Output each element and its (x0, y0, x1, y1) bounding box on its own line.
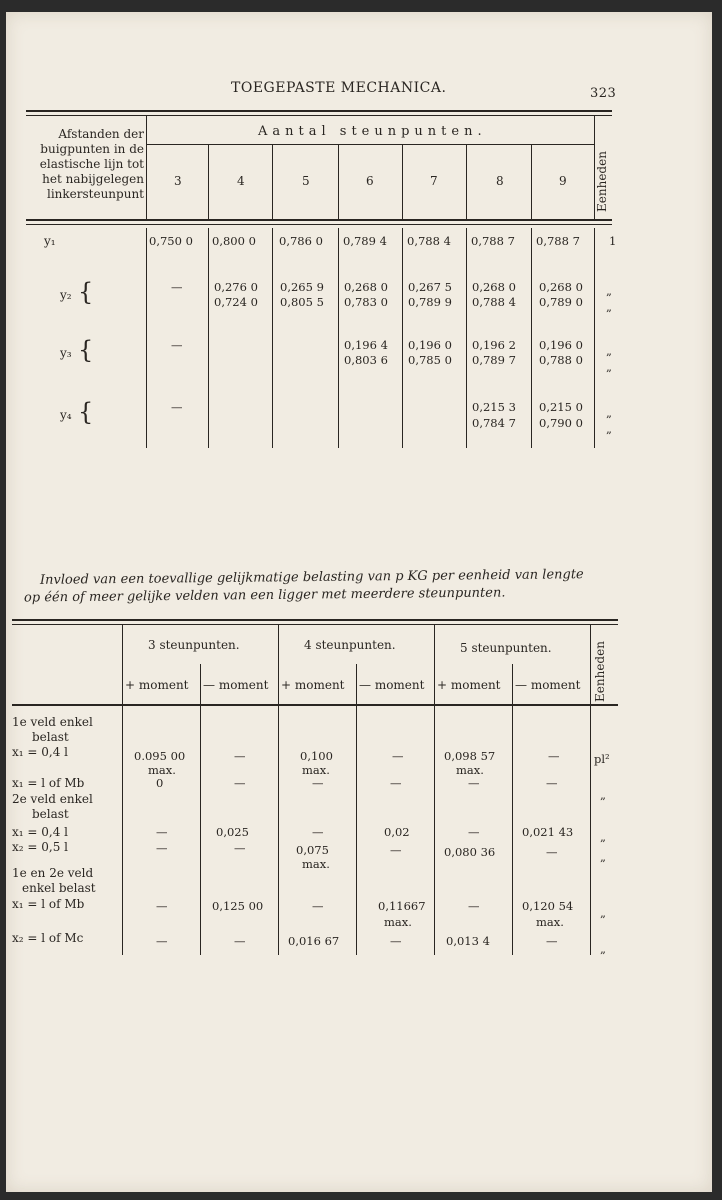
group-header: Aantal steunpunten. (258, 124, 487, 139)
unit: pl² (594, 752, 610, 766)
row-label: x₁ = 0,4 l (12, 825, 68, 839)
sub-header: — moment (515, 678, 581, 692)
cell: 0,196 2 (472, 338, 516, 352)
caption-line-2: op één of meer gelijke velden van een ligger met meerdere steunpunten. (23, 585, 506, 606)
running-title: TOEGEPASTE MECHANICA. (231, 80, 447, 96)
sub-header: + moment (437, 678, 501, 692)
cell: 0,789 4 (343, 234, 387, 248)
cell: 0,788 7 (471, 234, 515, 248)
row-label: x₂ = l of Mc (12, 931, 84, 945)
cell: max. (384, 915, 412, 929)
cell: 0,11667 (378, 899, 426, 913)
cell: max. (456, 763, 484, 777)
page-number: 323 (590, 86, 617, 101)
row-header-line: buigpunten in de (40, 142, 144, 156)
brace: { (78, 336, 94, 364)
cell: — (312, 776, 324, 790)
cell: 0,724 0 (214, 295, 258, 309)
book-page (6, 12, 712, 1192)
group-header: 3 steunpunten. (148, 638, 240, 652)
cell: 0,785 0 (408, 353, 452, 367)
units-header: Eenheden (593, 641, 607, 702)
cell: 0,788 0 (539, 353, 583, 367)
cell: — (390, 934, 402, 948)
row-header-line: het nabijgelegen (42, 172, 144, 186)
cell: — (546, 934, 558, 948)
row-header-line: elastische lijn tot (39, 157, 144, 171)
cell: 0.095 00 (134, 749, 186, 763)
cell: — (548, 749, 560, 763)
cell: — (234, 776, 246, 790)
cell: — (156, 825, 168, 839)
cell: 0,016 67 (288, 934, 340, 948)
row-label: y₃ (60, 346, 72, 360)
unit: „ (600, 906, 606, 920)
cell: 0,789 0 (539, 295, 583, 309)
row-label: x₁ = l of Mb (12, 776, 85, 790)
sub-header: + moment (281, 678, 345, 692)
cell: 0,268 0 (472, 280, 516, 294)
cell: 0,790 0 (539, 416, 583, 430)
group-header: 4 steunpunten. (304, 638, 396, 652)
cell: — (392, 749, 404, 763)
cell: 0 (156, 776, 164, 790)
cell: 0,276 0 (214, 280, 258, 294)
cell: — (171, 338, 183, 352)
cell: 0,789 7 (472, 353, 516, 367)
cell: max. (148, 763, 176, 777)
cell: 0,125 00 (212, 899, 264, 913)
cell: 0,196 0 (539, 338, 583, 352)
col-header: 5 (302, 174, 310, 188)
row-label: x₂ = 0,5 l (12, 840, 68, 854)
cell: — (390, 843, 402, 857)
cell: 0,268 0 (344, 280, 388, 294)
col-header: 3 (174, 174, 182, 188)
cell: 0,784 7 (472, 416, 516, 430)
unit: „ (606, 360, 612, 374)
row-label: enkel belast (22, 881, 96, 895)
cell: — (234, 749, 246, 763)
row-label: belast (32, 730, 69, 744)
cell: — (546, 845, 558, 859)
row-label: y₂ (60, 288, 72, 302)
row-label: belast (32, 807, 69, 821)
cell: 0,215 3 (472, 400, 516, 414)
cell: 0,788 4 (407, 234, 451, 248)
sub-header: — moment (203, 678, 269, 692)
cell: — (468, 776, 480, 790)
cell: 0,02 (384, 825, 410, 839)
cell: — (390, 776, 402, 790)
cell: 0,803 6 (344, 353, 388, 367)
cell: 0,075 (296, 843, 329, 857)
cell: 0,783 0 (344, 295, 388, 309)
cell: — (156, 934, 168, 948)
cell: 0,267 5 (408, 280, 452, 294)
col-header: 9 (559, 174, 567, 188)
cell: — (234, 934, 246, 948)
group-header: 5 steunpunten. (460, 641, 552, 655)
cell: 0,100 (300, 749, 333, 763)
cell: 0,080 36 (444, 845, 496, 859)
cell: 0,196 4 (344, 338, 388, 352)
cell: — (171, 280, 183, 294)
cell: 0,788 4 (472, 295, 516, 309)
cell: 0,789 9 (408, 295, 452, 309)
col-header: 8 (496, 174, 504, 188)
cell: — (312, 825, 324, 839)
unit: „ (600, 942, 606, 956)
row-label: x₁ = 0,4 l (12, 745, 68, 759)
unit: „ (600, 830, 606, 844)
cell: max. (302, 763, 330, 777)
cell: — (156, 841, 168, 855)
col-header: 4 (237, 174, 245, 188)
cell: 0,786 0 (279, 234, 323, 248)
row-label: y₁ (44, 234, 56, 248)
unit: 1 (609, 234, 617, 248)
cell: 0,098 57 (444, 749, 496, 763)
caption-line-1: Invloed van een toevallige gelijkmatige belasting van p KG per eenheid van lengte (39, 567, 584, 588)
cell: max. (536, 915, 564, 929)
cell: 0,788 7 (536, 234, 580, 248)
unit: „ (606, 344, 612, 358)
cell: 0,021 43 (522, 825, 574, 839)
cell: — (312, 899, 324, 913)
sub-header: — moment (359, 678, 425, 692)
cell: 0,750 0 (149, 234, 193, 248)
unit: „ (606, 284, 612, 298)
row-label: x₁ = l of Mb (12, 897, 85, 911)
unit: „ (600, 850, 606, 864)
sub-header: + moment (125, 678, 189, 692)
row-header-line: linkersteunpunt (46, 187, 144, 201)
cell: 0,013 4 (446, 934, 490, 948)
units-header: Eenheden (595, 151, 609, 212)
cell: — (468, 899, 480, 913)
col-header: 7 (430, 174, 438, 188)
cell: — (468, 825, 480, 839)
row-label: 1e en 2e veld (12, 866, 94, 880)
cell: 0,800 0 (212, 234, 256, 248)
cell: — (171, 400, 183, 414)
cell: 0,025 (216, 825, 249, 839)
row-header-line: Afstanden der (58, 127, 144, 141)
row-header (24, 127, 144, 202)
cell: 0,268 0 (539, 280, 583, 294)
unit: „ (606, 300, 612, 314)
cell: 0,805 5 (280, 295, 324, 309)
cell: 0,120 54 (522, 899, 574, 913)
unit: „ (600, 788, 606, 802)
unit: „ (606, 422, 612, 436)
cell: 0,196 0 (408, 338, 452, 352)
row-label: 2e veld enkel (12, 792, 93, 806)
brace: { (78, 278, 94, 306)
cell: — (156, 899, 168, 913)
cell: — (546, 776, 558, 790)
cell: max. (302, 857, 330, 871)
cell: 0,215 0 (539, 400, 583, 414)
cell: 0,265 9 (280, 280, 324, 294)
row-label: y₄ (60, 408, 72, 422)
brace: { (78, 398, 94, 426)
col-header: 6 (366, 174, 374, 188)
row-label: 1e veld enkel (12, 715, 93, 729)
cell: — (234, 841, 246, 855)
unit: „ (606, 406, 612, 420)
